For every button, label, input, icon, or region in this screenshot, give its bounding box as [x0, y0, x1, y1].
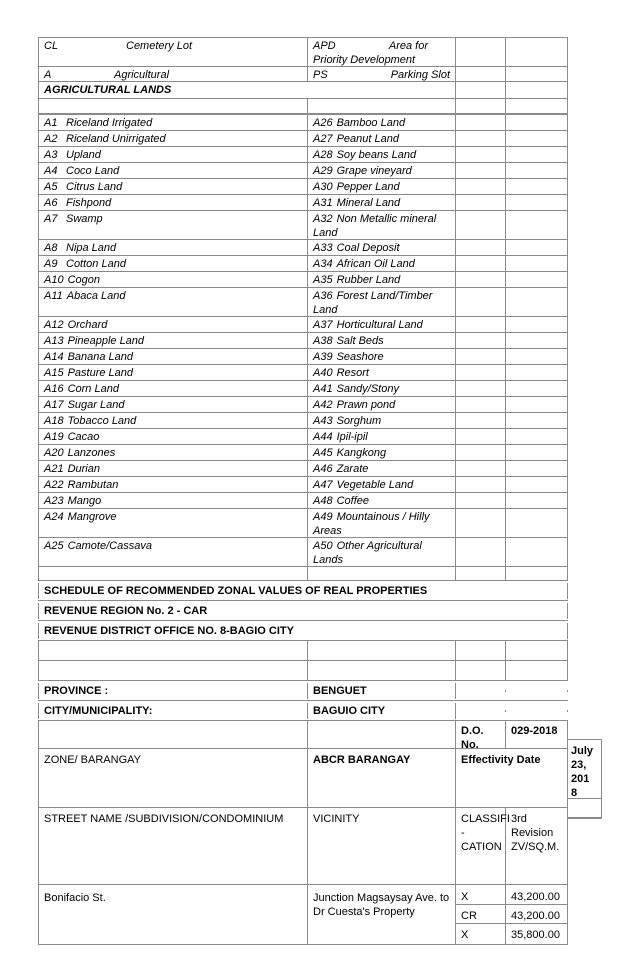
do-row [38, 721, 568, 749]
province-row [38, 681, 568, 701]
agri-label: Riceland Unirrigated [66, 133, 166, 145]
agri-label: Mangrove [67, 511, 117, 523]
agri-label: Rubber Land [336, 274, 401, 286]
agri-code: A40 [313, 367, 333, 379]
agri-label: Banana Land [67, 351, 134, 363]
agri-code: A42 [313, 399, 333, 411]
agri-label: Riceland Irrigated [66, 117, 153, 129]
zonal-value: 43,200.00 [506, 885, 567, 905]
agri-label: Mineral Land [336, 197, 401, 209]
agri-row [38, 256, 568, 272]
agri-label: Ipil-ipil [336, 431, 368, 443]
agri-label: Rambutan [67, 479, 119, 491]
agri-label: Vegetable Land [336, 479, 414, 491]
agri-label: Coal Deposit [336, 242, 400, 254]
agri-code: A11 [44, 290, 63, 302]
agri-code: A49 [313, 511, 333, 523]
agri-label: Upland [66, 149, 101, 161]
legend-label: Priority Development [313, 54, 416, 66]
legend-label: Agricultural [114, 69, 170, 81]
rdo-row [38, 621, 568, 641]
city-value: BAGUIO CITY [308, 703, 456, 719]
agri-code: A29 [313, 165, 333, 177]
agri-row [38, 509, 568, 538]
agri-label: Seashore [336, 351, 384, 363]
agri-code: A22 [44, 479, 64, 491]
zonal-value: 35,800.00 [511, 929, 560, 941]
agri-label: Corn Land [67, 383, 119, 395]
blank-row [38, 567, 568, 581]
legend-code: PS [313, 69, 328, 81]
region-row [38, 601, 568, 621]
agri-label: Mountainous / Hilly [336, 511, 430, 523]
agri-label: Coco Land [66, 165, 120, 177]
agri-row [38, 493, 568, 509]
classification-header: CLASSIFI -CATION [456, 808, 506, 884]
agri-code: A36 [313, 290, 333, 302]
entry-row [38, 885, 568, 945]
agri-code: A34 [313, 258, 333, 270]
legend-row [38, 67, 568, 82]
agri-label: Sugar Land [67, 399, 125, 411]
agri-label: Prawn pond [336, 399, 396, 411]
agri-code: A15 [44, 367, 64, 379]
agri-label: Pasture Land [67, 367, 134, 379]
vicinity-header: VICINITY [308, 808, 456, 884]
agri-label: Citrus Land [66, 181, 123, 193]
legend-label: Parking Slot [390, 69, 450, 81]
agri-label: Forest Land/Timber [336, 290, 433, 302]
agri-label-cont: Areas [313, 525, 342, 537]
agri-label: Cogon [67, 274, 100, 286]
do-label: D.O. No. [456, 721, 506, 748]
agri-code: A7 [44, 213, 58, 225]
agri-label: Camote/Cassava [67, 540, 152, 552]
column-header-row [38, 808, 568, 885]
schedule-title: SCHEDULE OF RECOMMENDED ZONAL VALUES OF REAL PROPERTIES [38, 583, 568, 599]
agri-code: A12 [44, 319, 64, 331]
street-header: STREET NAME /SUBDIVISION/CONDOMINIUM [38, 808, 308, 884]
agri-code: A30 [313, 181, 333, 193]
agri-label: Durian [67, 463, 100, 475]
agri-label: Lanzones [67, 447, 116, 459]
agri-code: A38 [313, 335, 333, 347]
classification-value: X [456, 885, 505, 905]
agri-code: A28 [313, 149, 333, 161]
agri-label: African Oil Land [336, 258, 415, 270]
city-label: CITY/MUNICIPALITY: [38, 703, 308, 719]
agri-label: Abaca Land [66, 290, 126, 302]
agri-code: A6 [44, 197, 58, 209]
agri-code: A27 [313, 133, 333, 145]
agri-code: A45 [313, 447, 333, 459]
revenue-region: REVENUE REGION No. 2 - CAR [38, 603, 568, 619]
vicinity-value: Junction Magsaysay Ave. to Dr Cuesta's Property [308, 885, 456, 944]
agri-code: A50 [313, 540, 333, 552]
agri-row [38, 538, 568, 567]
agri-label: Sandy/Stony [336, 383, 399, 395]
agri-code: A2 [44, 133, 58, 145]
agri-code: A26 [313, 117, 333, 129]
legend-row [38, 37, 568, 67]
agri-code: A32 [313, 213, 333, 225]
agri-code: A3 [44, 149, 58, 161]
agri-label: Tobacco Land [67, 415, 137, 427]
classification-value: X [461, 929, 469, 941]
agri-label: Sorghum [336, 415, 382, 427]
agri-code: A35 [313, 274, 333, 286]
agri-label: Bamboo Land [336, 117, 406, 129]
agri-row [38, 240, 568, 256]
agri-label: Other Agricultural [336, 540, 422, 552]
agri-label: Coffee [336, 495, 369, 507]
agri-label: Horticultural Land [336, 319, 423, 331]
agri-row [38, 477, 568, 493]
agri-code: A24 [44, 511, 64, 523]
agri-row [38, 114, 568, 131]
agri-row [38, 333, 568, 349]
agri-row [38, 195, 568, 211]
agri-code: A25 [44, 540, 64, 552]
agri-code: A33 [313, 242, 333, 254]
agri-label: Salt Beds [336, 335, 384, 347]
agri-row [38, 397, 568, 413]
agri-code: A20 [44, 447, 64, 459]
agri-row [38, 365, 568, 381]
blank-side-cell [568, 798, 602, 819]
agri-label: Resort [336, 367, 369, 379]
agri-code: A44 [313, 431, 333, 443]
agri-row [38, 211, 568, 240]
agri-row [38, 381, 568, 397]
agri-label: Pepper Land [336, 181, 400, 193]
classification-value: CR [456, 905, 505, 924]
zone-row [38, 749, 568, 808]
province-value: BENGUET [308, 683, 456, 699]
agri-rows [38, 114, 568, 567]
agri-row [38, 445, 568, 461]
section-heading-row [38, 82, 568, 99]
agri-label: Peanut Land [336, 133, 399, 145]
revision-header: 3rd Revision ZV/SQ.M. [506, 808, 568, 884]
agri-code: A37 [313, 319, 333, 331]
zone-value: ABCR BARANGAY [308, 749, 456, 807]
agri-label: Cotton Land [66, 258, 126, 270]
effectivity-label: Effectivity Date [456, 749, 568, 807]
agri-label: Fishpond [66, 197, 112, 209]
street-name: Bonifacio St. [38, 885, 308, 944]
agri-label: Kangkong [336, 447, 387, 459]
agri-code: A39 [313, 351, 333, 363]
agri-code: A8 [44, 242, 58, 254]
legend-label: Cemetery Lot [126, 40, 193, 52]
agri-label-cont: Lands [313, 554, 343, 566]
blank-row [38, 641, 568, 661]
zonal-value: 43,200.00 [506, 905, 567, 924]
section-heading: AGRICULTURAL LANDS [38, 82, 456, 98]
revenue-district-office: REVENUE DISTRICT OFFICE NO. 8-BAGIO CITY [38, 623, 568, 639]
agri-row [38, 461, 568, 477]
agri-label-cont: Land [313, 227, 338, 239]
agri-row [38, 317, 568, 333]
agri-label: Grape vineyard [336, 165, 412, 177]
agri-code: A14 [44, 351, 64, 363]
agri-label-cont: Land [313, 304, 338, 316]
province-label: PROVINCE : [38, 683, 308, 699]
agri-code: A4 [44, 165, 58, 177]
agri-code: A46 [313, 463, 333, 475]
agri-code: A47 [313, 479, 333, 491]
agri-row [38, 131, 568, 147]
agri-row [38, 179, 568, 195]
effectivity-value: July 23, 201 8 [568, 739, 602, 818]
agri-row [38, 429, 568, 445]
agri-label: Nipa Land [66, 242, 117, 254]
agri-label: Mango [67, 495, 102, 507]
zonal-values-table [38, 37, 568, 945]
legend-code: A [44, 69, 52, 81]
agri-row [38, 288, 568, 317]
agri-code: A19 [44, 431, 64, 443]
agri-label: Pineapple Land [67, 335, 145, 347]
agri-row [38, 272, 568, 288]
agri-row [38, 163, 568, 179]
legend-code: APD [313, 40, 336, 52]
agri-code: A5 [44, 181, 58, 193]
agri-code: A16 [44, 383, 64, 395]
agri-label: Orchard [67, 319, 108, 331]
do-value: 029-2018 [506, 721, 568, 748]
agri-row [38, 413, 568, 429]
legend-code: CL [44, 40, 59, 52]
agri-code: A10 [44, 274, 64, 286]
agri-code: A18 [44, 415, 64, 427]
agri-label: Zarate [336, 463, 369, 475]
legend-label: Area for [388, 40, 428, 52]
zone-label: ZONE/ BARANGAY [38, 749, 308, 807]
agri-code: A9 [44, 258, 58, 270]
agri-label: Soy beans Land [336, 149, 417, 161]
agri-code: A31 [313, 197, 333, 209]
blank-row [38, 661, 568, 681]
agri-row [38, 147, 568, 163]
city-row [38, 701, 568, 721]
agri-code: A1 [44, 117, 58, 129]
agri-code: A21 [44, 463, 64, 475]
schedule-title-row [38, 581, 568, 601]
agri-code: A13 [44, 335, 64, 347]
agri-row [38, 349, 568, 365]
agri-code: A43 [313, 415, 333, 427]
agri-label: Non Metallic mineral [336, 213, 437, 225]
agri-code: A48 [313, 495, 333, 507]
agri-code: A17 [44, 399, 64, 411]
blank-row [38, 99, 568, 114]
agri-code: A41 [313, 383, 333, 395]
agri-code: A23 [44, 495, 64, 507]
agri-label: Swamp [66, 213, 103, 225]
agri-label: Cacao [67, 431, 100, 443]
